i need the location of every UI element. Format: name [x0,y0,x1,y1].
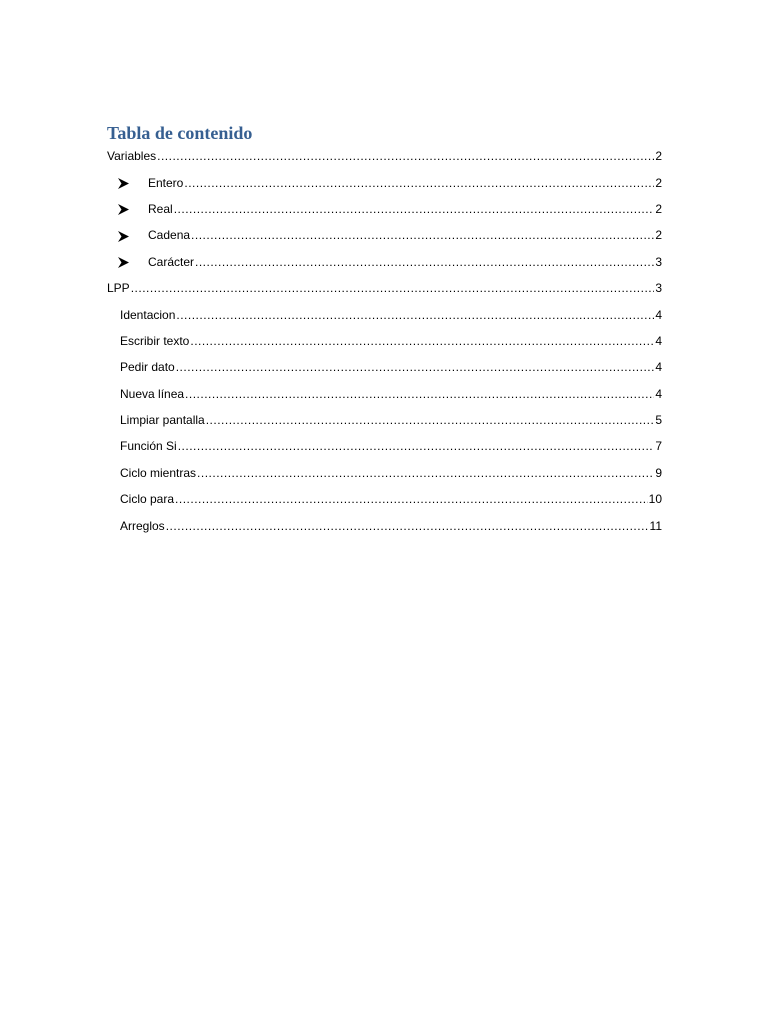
toc-entry-nueva-linea[interactable] [107,381,662,407]
dot-leader [176,359,655,375]
arrowhead-bullet-icon [118,255,148,268]
toc-entry-label: Arreglos [120,518,165,533]
toc-entry-label: LPP [107,281,130,296]
dot-leader [174,201,655,217]
toc-entry-variables[interactable] [107,143,662,169]
toc-entry-page-number: 2 [655,149,662,164]
toc-entry-label: Variables [107,149,157,164]
toc-entry-label: Ciclo mientras [120,465,197,480]
toc-entry-pedir-dato[interactable] [107,354,662,380]
toc-entry-page-number: 7 [655,439,662,454]
toc-entry-label: Limpiar pantalla [120,413,205,428]
dot-leader [176,307,654,323]
toc-list [107,143,662,539]
dot-leader [195,254,654,270]
toc-entry-escribir-texto[interactable] [107,328,662,354]
dot-leader [185,386,654,402]
toc-entry-page-number: 10 [648,492,662,507]
dot-leader [166,518,649,534]
dot-leader [184,175,654,191]
toc-entry-limpiar-pantalla[interactable] [107,407,662,433]
toc-entry-label: Escribir texto [120,333,190,348]
toc-entry-lpp[interactable] [107,275,662,301]
toc-entry-page-number: 3 [655,281,662,296]
toc-entry-page-number: 4 [655,386,662,401]
toc-entry-identacion[interactable] [107,301,662,327]
dot-leader [206,412,655,428]
dot-leader [175,491,648,507]
dot-leader [131,280,655,296]
dot-leader [157,148,654,164]
toc-entry-entero[interactable] [107,169,662,195]
dot-leader [178,438,655,454]
toc-entry-page-number: 2 [655,175,662,190]
toc-entry-label: Entero [148,175,184,190]
toc-entry-ciclo-para[interactable] [107,486,662,512]
toc-entry-page-number: 3 [655,254,662,269]
toc-entry-label: Ciclo para [120,492,175,507]
arrowhead-bullet-icon [118,229,148,242]
toc-entry-label: Pedir dato [120,360,175,375]
toc-entry-page-number: 2 [655,201,662,216]
toc-entry-label: Función Si [120,439,177,454]
toc-entry-funcion-si[interactable] [107,433,662,459]
toc-entry-caracter[interactable] [107,249,662,275]
dot-leader [197,465,654,481]
arrowhead-bullet-icon [118,202,148,215]
toc-entry-cadena[interactable] [107,222,662,248]
toc-title: Tabla de contenido [107,123,253,143]
toc-entry-real[interactable] [107,196,662,222]
toc-entry-page-number: 2 [655,228,662,243]
arrowhead-bullet-icon [118,176,148,189]
toc-entry-label: Identacion [120,307,176,322]
toc-entry-page-number: 4 [655,360,662,375]
toc-entry-page-number: 4 [655,333,662,348]
dot-leader [190,333,654,349]
toc-entry-label: Cadena [148,228,191,243]
toc-entry-label: Real [148,201,173,216]
toc-entry-label: Carácter [148,254,195,269]
dot-leader [191,227,654,243]
toc-entry-arreglos[interactable] [107,512,662,538]
toc-entry-page-number: 9 [655,465,662,480]
toc-entry-label: Nueva línea [120,386,185,401]
toc-entry-page-number: 5 [655,413,662,428]
toc-entry-ciclo-mientras[interactable] [107,460,662,486]
toc-entry-page-number: 11 [649,518,662,533]
toc-entry-page-number: 4 [655,307,662,322]
